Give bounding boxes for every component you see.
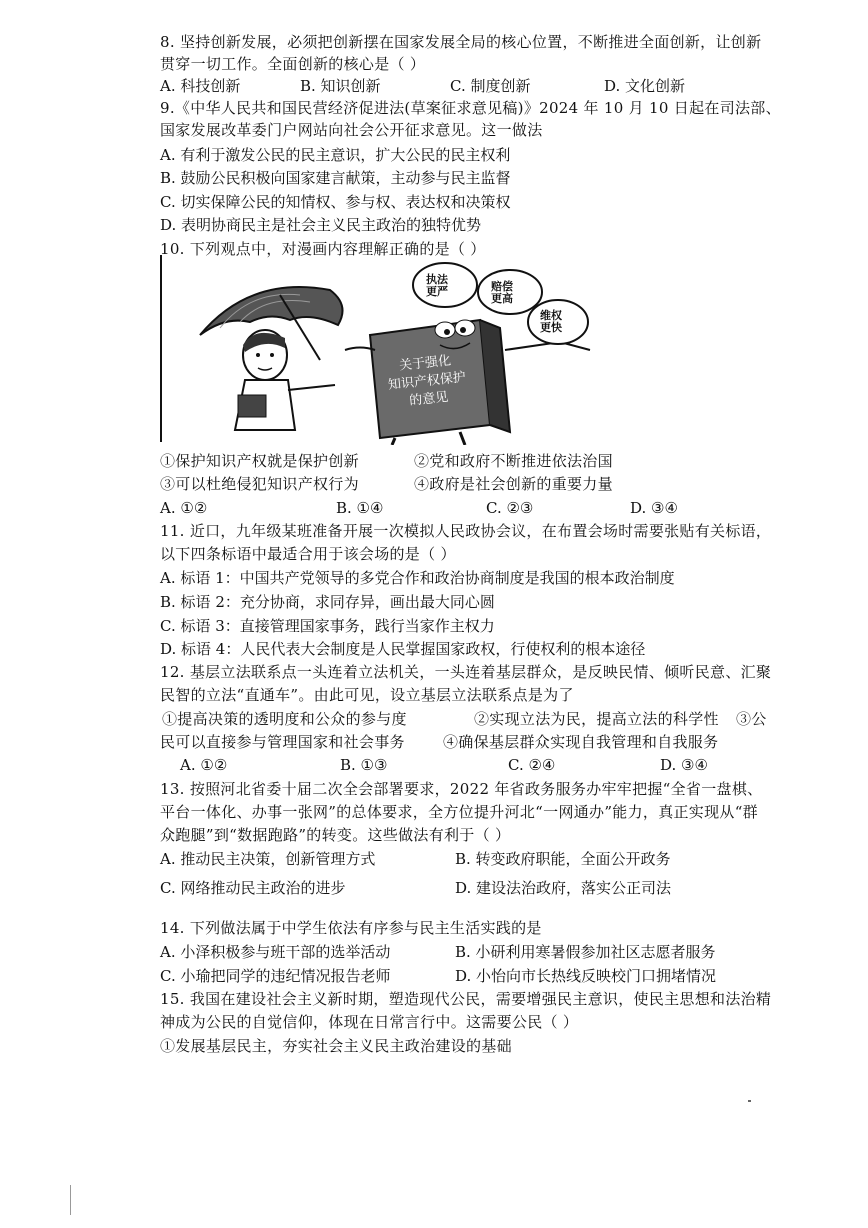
book-title-line2: 知识产权保护 [387,369,467,394]
book-title [385,351,468,413]
cartoon-drawing [160,250,620,445]
bubble-2-line2: 更高 [491,292,513,305]
q10-stem: 10. 下列观点中，对漫画内容理解正确的是（ ） [160,240,486,258]
q10-option-a: A. ①② [160,499,208,517]
bubble-1-line2: 更严 [426,285,448,298]
q9-stem-line1: 9.《中华人民共和国民营经济促进法(草案征求意见稿)》2024 年 10 月 10 日起在司法部、 [160,99,781,117]
bubble-2 [491,281,513,305]
q10-statement-4: ④政府是社会创新的重要力量 [414,475,613,493]
q8-option-a: A. 科技创新 [160,77,241,95]
q14-stem: 14. 下列做法属于中学生依法有序参与民主生活实践的是 [160,919,542,937]
q13-option-c: C. 网络推动民主政治的进步 [160,879,346,897]
q10-option-b: B. ①④ [336,499,384,517]
q12-option-a: A. ①② [180,756,228,774]
book-title-line3: 的意见 [408,389,450,409]
q14-option-b: B. 小研利用寒暑假参加社区志愿者服务 [455,943,716,961]
q13-option-b: B. 转变政府职能，全面公开政务 [455,850,671,868]
q12-stem-line2: 民智的立法“直通车”。由此可见，设立基层立法联系点是为了 [160,686,574,704]
q11-option-c: C. 标语 3：直接管理国家事务，践行当家作主权力 [160,617,495,635]
q10-option-d: D. ③④ [630,499,678,517]
q14-option-a: A. 小泽积极参与班干部的选举活动 [160,943,391,961]
q15-statement-1: ①发展基层民主，夯实社会主义民主政治建设的基础 [160,1037,512,1055]
q9-option-a: A. 有利于激发公民的民主意识，扩大公民的民主权利 [160,146,511,164]
q11-stem-line1: 11. 近口，九年级某班准备开展一次模拟人民政协会议，在布置会场时需要张贴有关标语， [160,522,772,540]
bubble-3-line2: 更快 [540,321,562,334]
q8-option-d: D. 文化创新 [604,77,686,95]
q9-option-c: C. 切实保障公民的知情权、参与权、表达权和决策权 [160,193,511,211]
cartoon-image [160,250,620,445]
q8-stem-line2: 贯穿一切工作。全面创新的核心是（ ） [160,55,426,73]
q14-option-d: D. 小怡向市长热线反映校门口拥堵情况 [455,967,717,985]
q10-statement-2: ②党和政府不断推进依法治国 [414,452,613,470]
q8-option-b: B. 知识创新 [300,77,381,95]
q12-option-d: D. ③④ [660,756,708,774]
scan-speck [748,1100,751,1102]
q11-option-a: A. 标语 1：中国共产党领导的多党合作和政治协商制度是我国的根本政治制度 [160,569,675,587]
q9-option-d: D. 表明协商民主是社会主义民主政治的独特优势 [160,216,482,234]
q15-stem-line1: 15. 我国在建设社会主义新时期，塑造现代公民，需要增强民主意识，使民主思想和法治精 [160,990,772,1008]
q10-option-c: C. ②③ [486,499,534,517]
q8-stem-line1: 8. 坚持创新发展，必须把创新摆在国家发展全局的核心位置，不断推进全面创新，让创新 [160,33,762,51]
q10-statement-1: ①保护知识产权就是保护创新 [160,452,359,470]
book-title-line1: 关于强化 [398,353,452,374]
q9-option-b: B. 鼓励公民积极向国家建言献策，主动参与民主监督 [160,169,511,187]
bubble-3-line1: 维权 [540,309,562,322]
q12-statement-2: ②实现立法为民，提高立法的科学性 [474,710,719,728]
q12-statement-4: ④确保基层群众实现自我管理和自我服务 [443,733,719,751]
q11-option-b: B. 标语 2：充分协商，求同存异，画出最大同心圆 [160,593,495,611]
q12-statement-1: ①提高决策的透明度和公众的参与度 [162,710,407,728]
q13-stem-line2: 平台一体化、办事一张网”的总体要求，全方位提升河北“一网通办”能力，真正实现从“群 [160,803,758,821]
q13-stem-line1: 13. 按照河北省委十届二次全会部署要求，2022 年省政务服务办牢牢把握“全省一盘棋、 [160,780,763,798]
bubble-1 [426,274,448,298]
q12-stem-line1: 12. 基层立法联系点一头连着立法机关，一头连着基层群众，是反映民情、倾听民意、汇聚 [160,663,772,681]
q14-option-c: C. 小瑜把同学的违纪情况报告老师 [160,967,391,985]
q12-statement-3-end: 民可以直接参与管理国家和社会事务 [160,733,405,751]
bubble-1-line1: 执法 [426,273,448,286]
q12-option-b: B. ①③ [340,756,388,774]
q11-option-d: D. 标语 4：人民代表大会制度是人民掌握国家政权，行使权利的根本途径 [160,640,646,658]
scan-margin-mark [70,1185,71,1215]
bubble-2-line1: 赔偿 [491,280,513,293]
bubble-3 [540,310,562,334]
q12-option-c: C. ②④ [508,756,556,774]
q13-option-d: D. 建设法治政府，落实公正司法 [455,879,672,897]
q13-option-a: A. 推动民主决策，创新管理方式 [160,850,376,868]
q12-statement-3-start: ③公 [736,710,767,728]
q13-stem-line3: 众跑腿”到“数据跑路”的转变。这些做法有利于（ ） [160,826,511,844]
q15-stem-line2: 神成为公民的自觉信仰，体现在日常言行中。这需要公民（ ） [160,1013,579,1031]
q11-stem-line2: 以下四条标语中最适合用于该会场的是（ ） [160,545,456,563]
q8-option-c: C. 制度创新 [450,77,531,95]
q10-statement-3: ③可以杜绝侵犯知识产权行为 [160,475,359,493]
q9-stem-line2: 国家发展改革委门户网站向社会公开征求意见。这一做法 [160,121,543,139]
